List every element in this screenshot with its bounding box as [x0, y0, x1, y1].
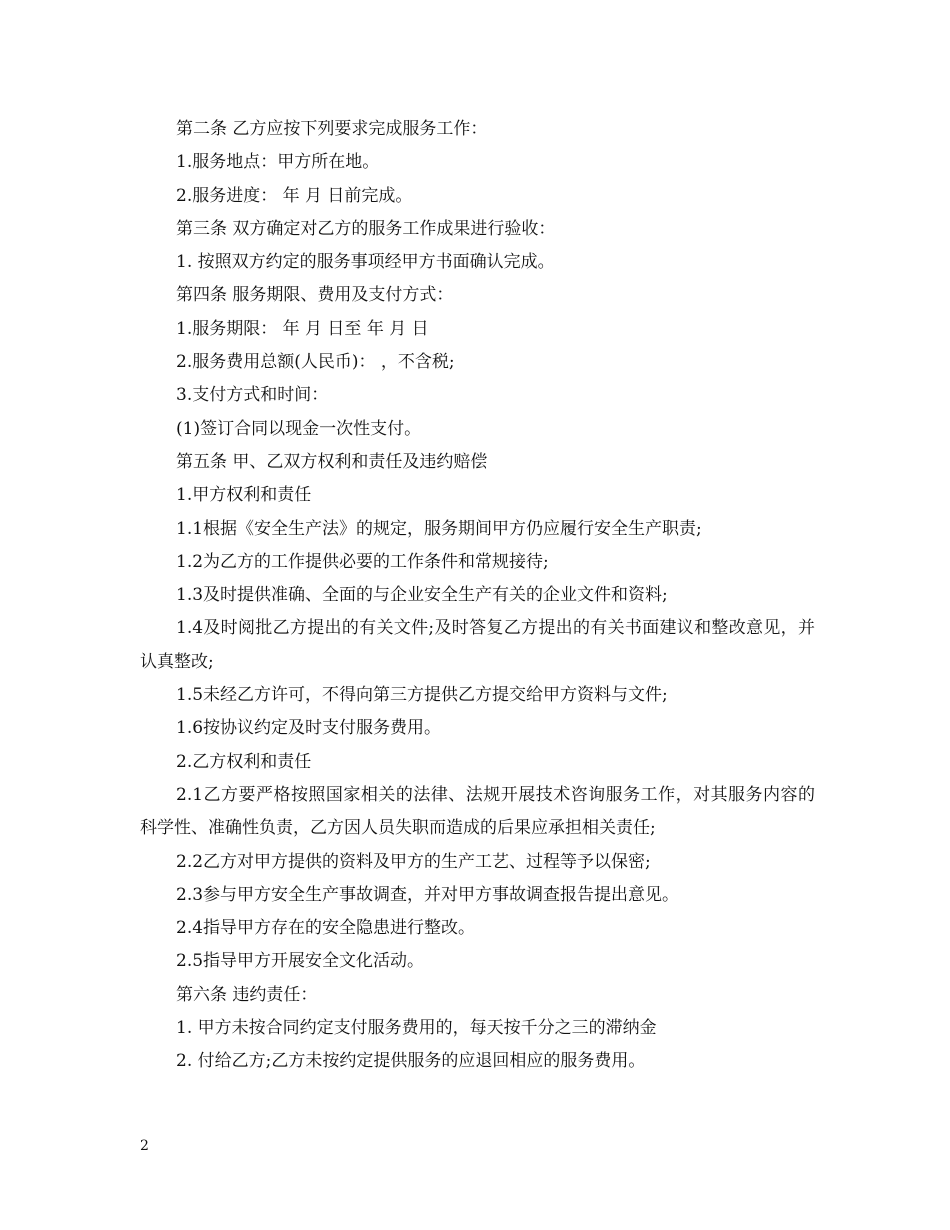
paragraph: 1.服务地点：甲方所在地。	[176, 152, 380, 173]
paragraph: 2.乙方权利和责任	[176, 751, 312, 772]
document-body	[140, 113, 815, 1079]
paragraph: 1.6按协议约定及时支付服务费用。	[176, 718, 442, 739]
paragraph: 2. 付给乙方;乙方未按约定提供服务的应退回相应的服务费用。	[176, 1051, 646, 1072]
paragraph: 2.1乙方要严格按照国家相关的法律、法规开展技术咨询服务工作，对其服务内容的科学性、准确性负责，乙方因人员失职而造成的后果应承担相关责任;	[140, 784, 815, 839]
paragraph: 1.1根据《安全生产法》的规定，服务期间甲方仍应履行安全生产职责;	[176, 518, 702, 539]
paragraph: 2.服务进度： 年 月 日前完成。	[176, 185, 413, 206]
paragraph: 2.4指导甲方存在的安全隐患进行整改。	[176, 918, 476, 939]
paragraph: 2.5指导甲方开展安全文化活动。	[176, 951, 425, 972]
paragraph: 第二条 乙方应按下列要求完成服务工作：	[176, 119, 488, 139]
paragraph: 2.3参与甲方安全生产事故调查，并对甲方事故调查报告提出意见。	[176, 884, 680, 905]
paragraph: 2.服务费用总额(人民币)： ，不含税;	[176, 352, 455, 373]
paragraph: (1)签订合同以现金一次性支付。	[176, 418, 422, 439]
paragraph: 1.3及时提供准确、全面的与企业安全生产有关的企业文件和资料;	[176, 585, 668, 606]
paragraph: 2.2乙方对甲方提供的资料及甲方的生产工艺、过程等予以保密;	[176, 851, 651, 872]
paragraph: 1.4及时阅批乙方提出的有关文件;及时答复乙方提出的有关书面建议和整改意见，并认真整改;	[140, 618, 815, 672]
paragraph: 3.支付方式和时间：	[176, 385, 329, 406]
paragraph: 1. 按照双方约定的服务事项经甲方书面确认完成。	[176, 252, 555, 273]
paragraph: 1.甲方权利和责任	[176, 485, 312, 506]
page-number: 2	[140, 1138, 149, 1154]
paragraph: 1.5未经乙方许可，不得向第三方提供乙方提交给甲方资料与文件;	[176, 685, 668, 706]
paragraph: 1. 甲方未按合同约定支付服务费用的，每天按千分之三的滞纳金	[176, 1018, 657, 1039]
paragraph: 1.服务期限： 年 月 日至 年 月 日	[176, 318, 429, 339]
paragraph: 第四条 服务期限、费用及支付方式：	[176, 285, 454, 306]
paragraph: 第五条 甲、乙双方权利和责任及违约赔偿	[176, 451, 488, 472]
paragraph: 1.2为乙方的工作提供必要的工作条件和常规接待;	[176, 551, 549, 572]
paragraph: 第六条 违约责任：	[176, 984, 318, 1005]
paragraph: 第三条 双方确定对乙方的服务工作成果进行验收：	[176, 218, 556, 239]
